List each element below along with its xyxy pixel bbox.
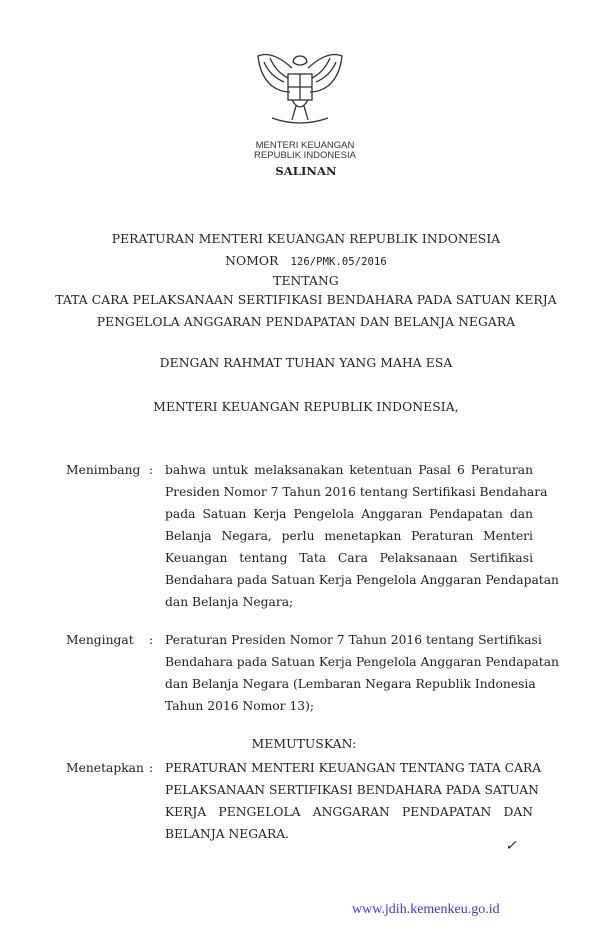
footer-url[interactable]: www.jdih.kemenkeu.go.id (352, 902, 500, 917)
body-line: Peraturan Presiden Nomor 7 Tahun 2016 tentang Sertifikasi (165, 633, 542, 647)
regulation-title: PERATURAN MENTERI KEUANGAN REPUBLIK INDONESIA (111, 232, 501, 246)
issuer: MENTERI KEUANGAN REPUBLIK INDONESIA, (153, 400, 459, 414)
section-colon: : (149, 463, 154, 477)
section-label: Mengingat (66, 633, 134, 647)
subject-line1: TATA CARA PELAKSANAAN SERTIFIKASI BENDAHARA PADA SATUAN KERJA (55, 293, 557, 307)
body-line: dan Belanja Negara (Lembaran Negara Republik Indonesia (165, 677, 536, 691)
body-line: Belanja Negara, perlu menetapkan Peraturan Menteri (165, 529, 533, 543)
ministry-line1: MENTERI KEUANGAN (255, 140, 355, 151)
section-label: Menimbang (66, 463, 141, 477)
invocation: DENGAN RAHMAT TUHAN YANG MAHA ESA (159, 356, 453, 370)
section-body (165, 629, 559, 717)
ministry-line2: REPUBLIK INDONESIA (254, 150, 356, 161)
section-colon: : (149, 633, 154, 647)
nomor-value: 126/PMK.05/2016 (290, 256, 387, 268)
body-line: BELANJA NEGARA. (165, 827, 290, 841)
copy-mark: SALINAN (275, 164, 337, 178)
body-line: Bendahara pada Satuan Kerja Pengelola Anggaran Pendapatan (165, 655, 559, 669)
body-line: pada Satuan Kerja Pengelola Anggaran Pendapatan dan (165, 507, 533, 521)
body-line: Bendahara pada Satuan Kerja Pengelola Anggaran Pendapatan (165, 573, 559, 587)
body-line: PERATURAN MENTERI KEUANGAN TENTANG TATA CARA (165, 761, 542, 775)
body-line: Tahun 2016 Nomor 13); (165, 699, 315, 713)
body-line: dan Belanja Negara; (165, 595, 294, 609)
section-body (165, 459, 559, 613)
body-line: Presiden Nomor 7 Tahun 2016 tentang Sertifikasi Bendahara (165, 485, 548, 499)
paraf-initial: ✓ (505, 838, 517, 854)
regulation-number (0, 254, 612, 268)
section-body (165, 757, 542, 845)
nomor-label: NOMOR (225, 254, 279, 268)
body-line: bahwa untuk melaksanakan ketentuan Pasal 6 Peraturan (165, 463, 533, 477)
garuda-emblem-icon (252, 46, 348, 134)
section-label: Menetapkan (66, 761, 144, 775)
decision-heading: MEMUTUSKAN: (251, 737, 357, 751)
tentang-label: TENTANG (273, 274, 339, 288)
body-line: PELAKSANAAN SERTIFIKASI BENDAHARA PADA SATUAN (165, 783, 539, 797)
section-colon: : (149, 761, 154, 775)
body-line: Keuangan tentang Tata Cara Pelaksanaan Sertifikasi (165, 551, 533, 565)
body-line: KERJA PENGELOLA ANGGARAN PENDAPATAN DAN (165, 805, 533, 819)
subject-line2: PENGELOLA ANGGARAN PENDAPATAN DAN BELANJA NEGARA (96, 315, 516, 329)
